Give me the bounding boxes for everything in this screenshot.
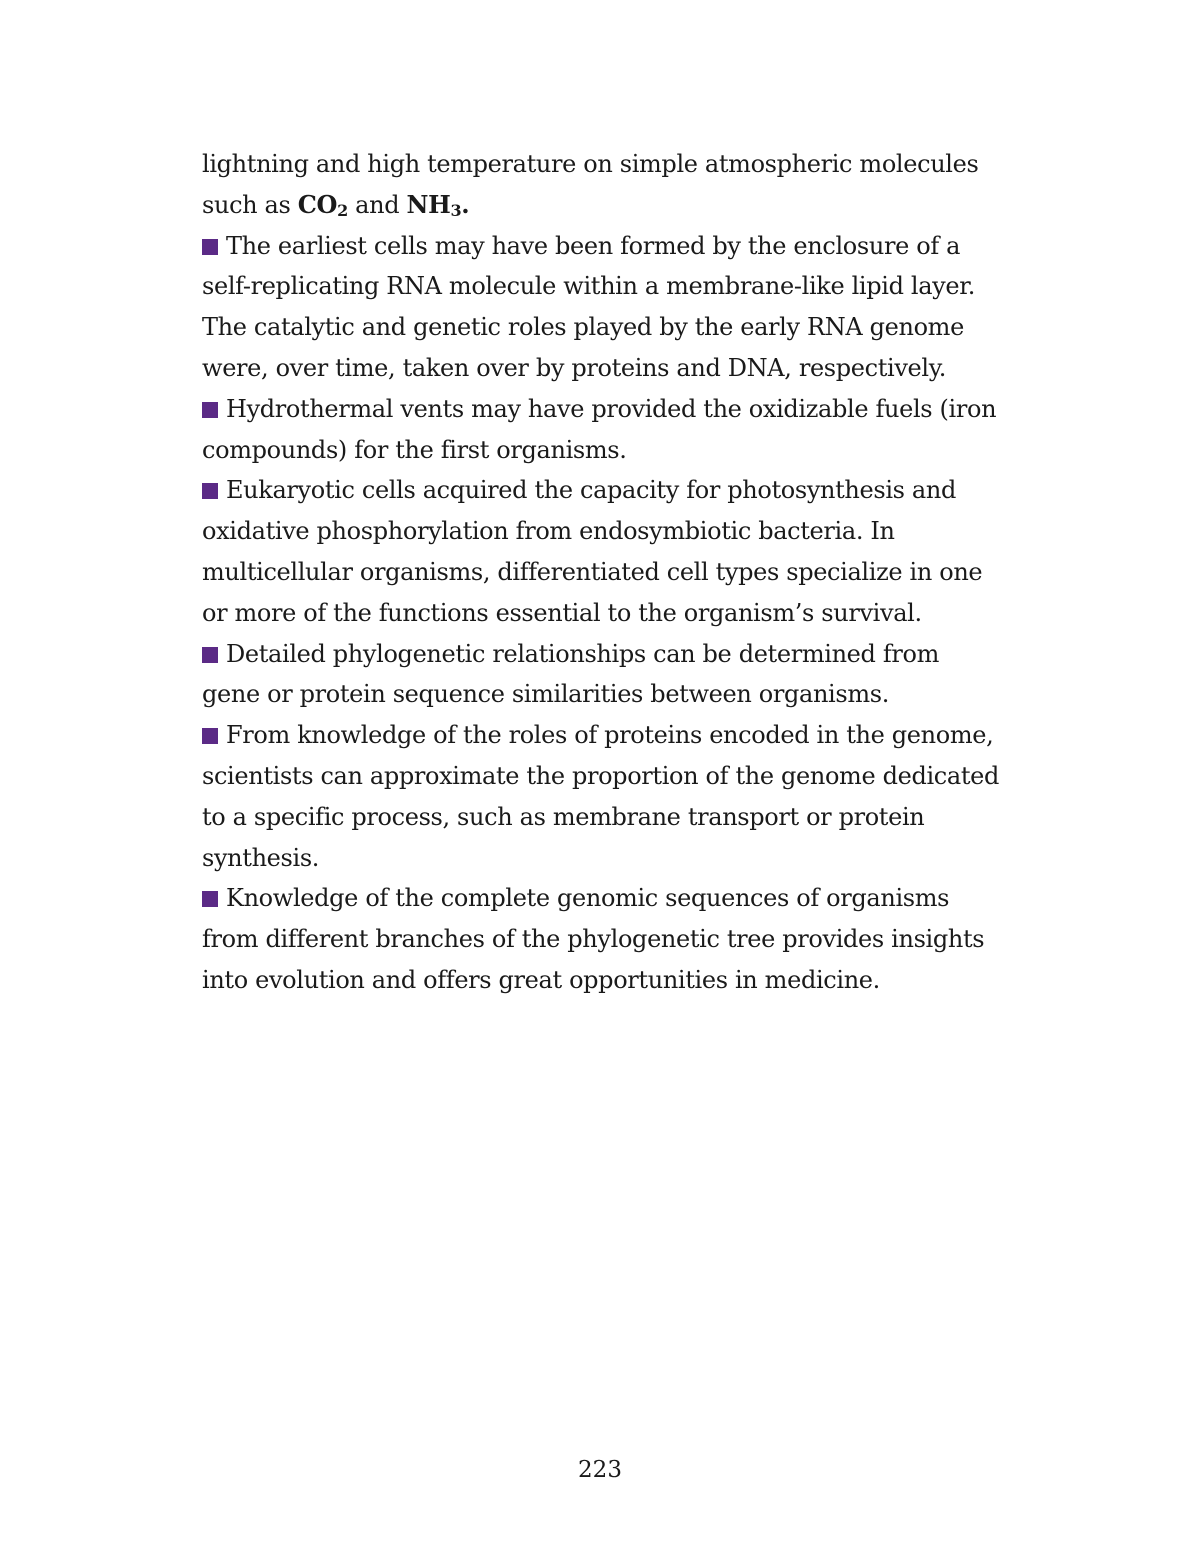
bullet-text: Eukaryotic cells acquired the capacity for photosynthesis and oxidative phosphorylation from endosymbiotic bacteria. In multicellular organisms, differentiated cell types specialize in one or more of the functions essential to the organism’s survival. [202,476,983,627]
bullet-item [202,715,1002,878]
bullet-item [202,634,1002,716]
square-bullet-icon [202,239,218,255]
bullet-text: From knowledge of the roles of proteins encoded in the genome, scientists can approximate the proportion of the genome dedicated to a specific process, such as membrane transport or protein synthesis. [202,721,1000,872]
page-body [202,144,1002,1001]
bullet-text: Knowledge of the complete genomic sequences of organisms from different branches of the phylogenetic tree provides insights into evolution and offers great opportunities in medicine. [202,884,985,994]
bullet-text: Detailed phylogenetic relationships can be determined from gene or protein sequence similarities between organisms. [202,639,939,709]
bullet-item [202,470,1002,633]
intro-paragraph: lightning and high temperature on simple atmospheric molecules such as $CO_2$ and $NH_3$. [202,150,979,220]
square-bullet-icon [202,891,218,907]
square-bullet-icon [202,728,218,744]
bullet-text: Hydrothermal vents may have provided the oxidizable fuels (iron compounds) for the first organisms. [202,394,997,464]
square-bullet-icon [202,647,218,663]
page-number: 223 [578,1457,622,1483]
square-bullet-icon [202,483,218,499]
bullet-item [202,226,1002,389]
bullet-item [202,389,1002,471]
bullet-text: The earliest cells may have been formed by the enclosure of a self-replicating RNA molecule within a membrane-like lipid layer. The catalytic and genetic roles played by the early RNA genome were, over time, taken over by proteins and DNA, respectively. [202,231,975,382]
formula-co2: $CO_2$ [297,189,348,220]
square-bullet-icon [202,402,218,418]
formula-nh3: $NH_3$. [406,189,470,220]
intro-text: lightning and high temperature on simple atmospheric molecules such as [202,150,979,219]
bullet-item [202,878,1002,1000]
